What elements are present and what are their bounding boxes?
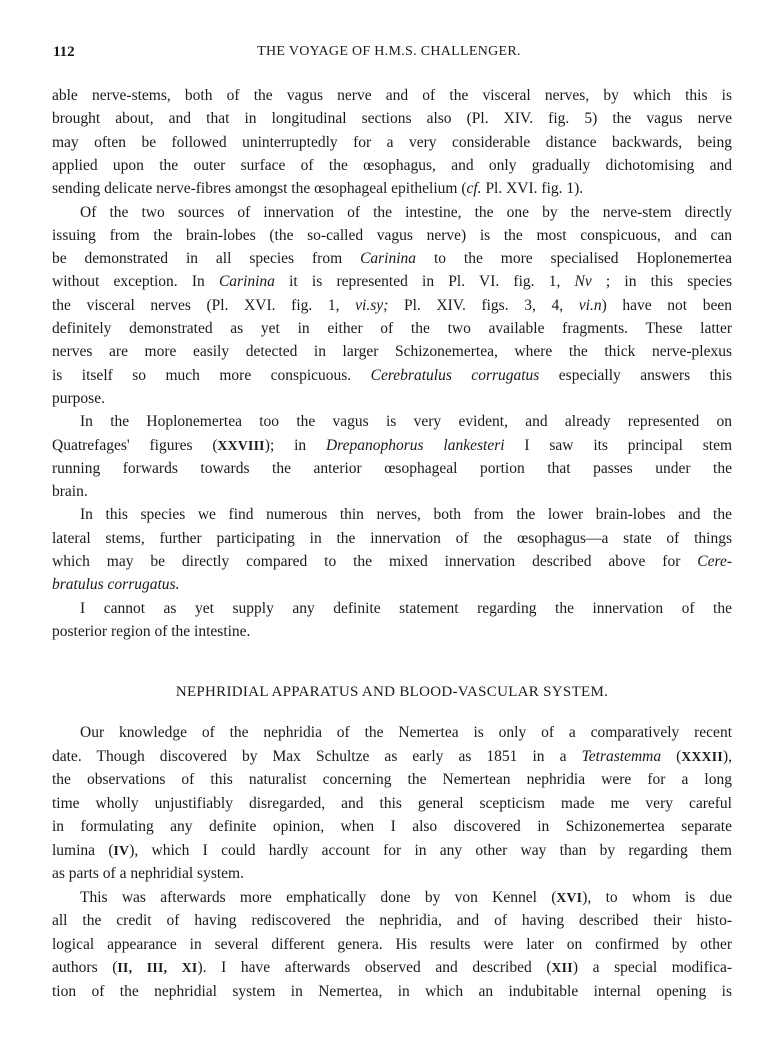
text-segment: ) have not been xyxy=(601,296,732,314)
text-line xyxy=(52,87,732,105)
italic-text: cf. xyxy=(466,180,482,198)
page-number: 112 xyxy=(53,44,75,60)
text-segment: time wholly unjustifiably disregarded, and this general scepticism made me very careful xyxy=(52,794,732,812)
text-segment: I cannot as yet supply any definite statement regarding the innervation of the xyxy=(80,599,732,617)
italic-text: Drepanophorus lankesteri xyxy=(325,436,505,454)
text-segment: without exception. In xyxy=(52,273,219,291)
text-segment: authors ( xyxy=(52,959,118,976)
text-line xyxy=(80,413,732,431)
italic-text: vi.sy; xyxy=(355,296,389,314)
italic-text: Nv xyxy=(574,273,592,291)
text-segment: able nerve-stems, both of the vagus nerve and of the visceral nerves, by which this is xyxy=(52,87,732,104)
italic-text: bratulus corrugatus. xyxy=(52,576,180,594)
text-segment: may often be followed uninterruptedly for a very considerable distance backwards, being xyxy=(52,133,732,151)
text-line xyxy=(52,771,732,789)
text-line xyxy=(52,553,732,571)
italic-text: Tetrastemma xyxy=(581,747,662,765)
text-segment: sending delicate nerve-fibres amongst the œsophageal epithelium ( xyxy=(52,180,467,198)
reference-numeral: XII xyxy=(551,960,573,975)
text-line xyxy=(52,110,732,128)
text-segment: ; in this species xyxy=(591,273,732,291)
text-segment: lumina ( xyxy=(52,841,114,859)
text-segment: date. Though discovered by Max Schultze as early as 1851 in a xyxy=(52,747,582,765)
italic-text: vi.n xyxy=(578,296,602,314)
text-segment: brought about, and that in longitudinal sections also (Pl. XIV. fig. 5) the vagus nerve xyxy=(52,110,732,128)
text-segment: Of the two sources of innervation of the intestine, the one by the nerve-stem directly xyxy=(80,203,732,221)
text-segment: In this species we find numerous thin nerves, both from the lower brain-lobes and the xyxy=(80,506,732,524)
text-line xyxy=(52,250,732,268)
text-segment: is itself so much more conspicuous. xyxy=(52,366,371,384)
text-line xyxy=(52,576,732,594)
text-segment: I saw its principal stem xyxy=(504,436,733,454)
text-line xyxy=(52,460,732,478)
text-segment: Quatrefages' figures ( xyxy=(52,436,218,454)
reference-numeral: II, III, XI xyxy=(117,960,198,975)
text-line xyxy=(80,724,732,742)
text-line xyxy=(52,367,732,385)
text-line xyxy=(52,912,732,930)
text-segment: all the credit of having rediscovered the nephridia, and of having described their histo- xyxy=(52,912,732,929)
text-segment: ), which I could hardly account for in any other way than by regarding them xyxy=(129,841,732,859)
text-line xyxy=(52,273,732,291)
text-segment: as parts of a nephridial system. xyxy=(52,865,244,882)
text-segment: issuing from the brain-lobes (the so-called vagus nerve) is the most conspicuous, and can xyxy=(52,226,732,244)
text-segment: ( xyxy=(661,747,682,765)
text-segment: nerves are more easily detected in larger Schizonemertea, where the thick nerve-plexus xyxy=(52,343,732,361)
text-segment: Our knowledge of the nephridia of the Nemertea is only of a comparatively recent xyxy=(80,724,732,741)
text-segment: the observations of this naturalist concerning the Nemertean nephridia were for a long xyxy=(52,771,732,788)
text-line xyxy=(80,204,732,222)
text-segment: ) a special modifica- xyxy=(572,959,732,976)
text-line xyxy=(52,842,732,860)
text-line xyxy=(52,795,732,813)
text-segment: the visceral nerves (Pl. XVI. fig. 1, xyxy=(52,296,356,314)
text-segment: ). I have afterwards observed and described ( xyxy=(197,959,552,976)
text-segment: applied upon the outer surface of the œsophagus, and only gradually dichotomising and xyxy=(52,156,732,174)
reference-numeral: XXXII xyxy=(681,748,723,764)
text-line xyxy=(52,623,732,641)
text-line xyxy=(52,483,732,501)
text-segment: especially answers this xyxy=(539,366,732,384)
text-line xyxy=(80,600,732,618)
text-segment: to the more specialised Hoplonemertea xyxy=(416,250,732,268)
italic-text: Cere- xyxy=(697,553,732,570)
text-segment: Pl. XVI. fig. 1). xyxy=(481,180,584,198)
text-line xyxy=(80,889,732,907)
text-line xyxy=(52,865,732,883)
text-line xyxy=(52,936,732,954)
text-segment: ); in xyxy=(264,436,326,454)
text-line xyxy=(52,297,732,315)
text-segment: tion of the nephridial system in Nemertea, in which an indubitable internal opening is xyxy=(52,982,732,1000)
text-line xyxy=(52,530,732,548)
text-segment: ), to whom is due xyxy=(582,888,732,906)
text-line xyxy=(52,134,732,152)
text-line xyxy=(52,343,732,361)
text-segment: lateral stems, further participating in the innervation of the œsophagus—a state of things xyxy=(52,529,732,547)
text-line xyxy=(80,506,732,524)
text-segment: ), xyxy=(722,747,732,765)
text-line xyxy=(52,748,732,766)
text-line xyxy=(52,157,732,175)
text-line xyxy=(52,437,732,455)
text-segment: posterior region of the intestine. xyxy=(52,622,251,640)
running-title: THE VOYAGE OF H.M.S. CHALLENGER. xyxy=(257,44,521,59)
text-segment: purpose. xyxy=(52,389,105,407)
reference-numeral: IV xyxy=(113,842,130,858)
text-segment: This was afterwards more emphatically done by von Kennel ( xyxy=(80,888,557,906)
italic-text: Cerebratulus corrugatus xyxy=(370,366,540,384)
text-segment: definitely demonstrated as yet in either of the two available fragments. These latter xyxy=(52,320,732,337)
reference-numeral: XVI xyxy=(556,889,583,905)
text-segment: it is represented in Pl. VI. fig. 1, xyxy=(274,273,575,291)
text-segment: in formulating any definite opinion, when I also discovered in Schizonemertea separate xyxy=(52,818,732,835)
text-segment: logical appearance in several different genera. His results were later on confirmed by other xyxy=(52,935,732,953)
section-heading: NEPHRIDIAL APPARATUS AND BLOOD-VASCULAR SYSTEM. xyxy=(175,684,609,700)
text-segment: In the Hoplonemertea too the vagus is very evident, and already represented on xyxy=(80,413,732,431)
reference-numeral: XXVIII xyxy=(217,437,265,453)
text-segment: be demonstrated in all species from xyxy=(52,250,361,268)
text-line xyxy=(52,227,732,245)
italic-text: Carinina xyxy=(218,273,275,291)
italic-text: Carinina xyxy=(360,250,417,268)
text-segment: brain. xyxy=(52,483,88,501)
text-segment: running forwards towards the anterior œsophageal portion that passes under the xyxy=(52,459,732,477)
text-segment: Pl. XIV. figs. 3, 4, xyxy=(388,296,579,314)
text-segment: which may be directly compared to the mixed innervation described above for xyxy=(52,553,698,570)
text-line xyxy=(52,180,732,198)
text-line xyxy=(52,320,732,338)
text-line xyxy=(52,983,732,1001)
text-line xyxy=(52,390,732,408)
text-line xyxy=(52,959,732,977)
text-line xyxy=(52,818,732,836)
